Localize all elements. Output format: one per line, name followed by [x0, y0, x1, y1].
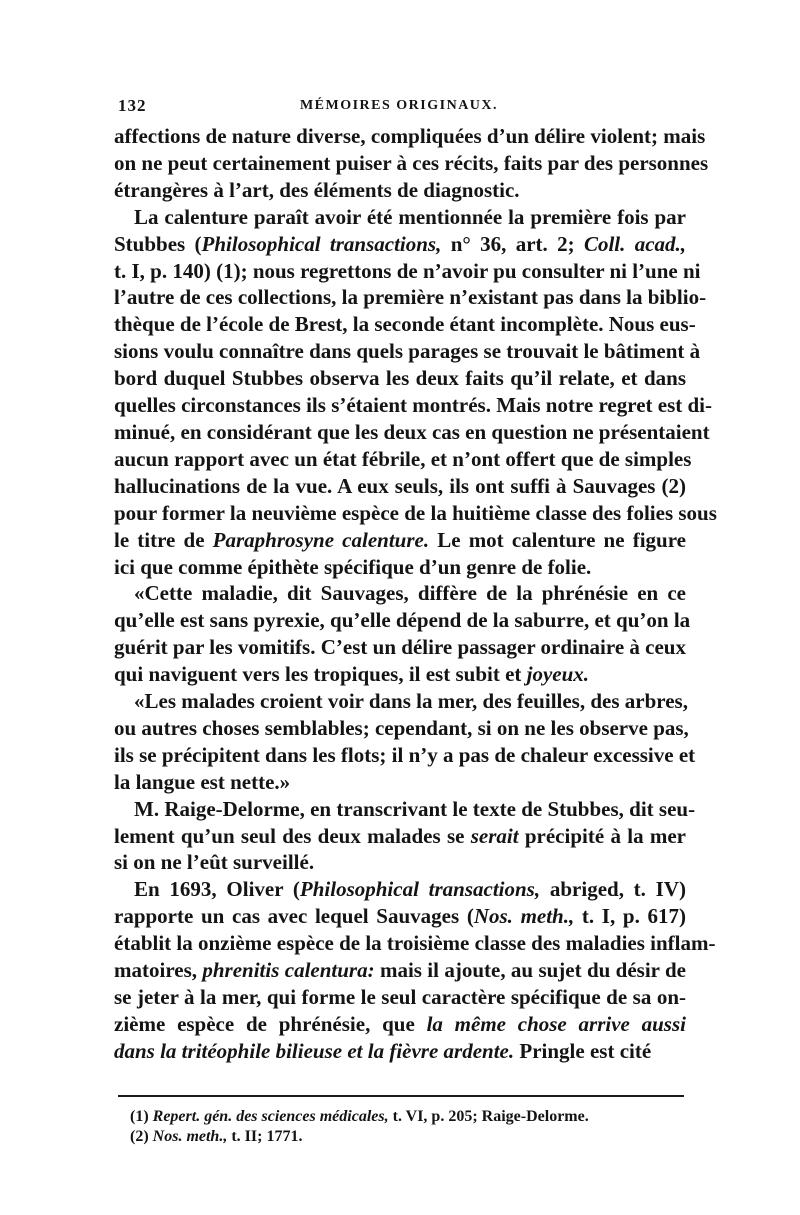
text-run: ils se précipitent dans les flots; il n’y a pas de chaleur excessive et [114, 742, 696, 767]
text-run: aucun rapport avec un état fébrile, et n’ont offert que de simples [114, 446, 692, 471]
text-line [114, 177, 686, 204]
text-run: affections de nature diverse, compliquées d’un délire violent; mais [114, 124, 706, 148]
text-run: matoires, [114, 958, 203, 983]
text-run: la langue est nette.» [114, 769, 291, 794]
text-run: ou autres choses semblables; cependant, si on ne les observe pas, [114, 715, 689, 740]
text-run: établit la onzième espèce de la troisième classe des maladies inflam- [114, 931, 716, 956]
text-run: (1) [130, 1108, 153, 1125]
text-run: quelles circonstances ils s’étaient montrés. Mais notre regret est di- [114, 393, 712, 418]
text-run: (2) [130, 1128, 153, 1145]
text-line [114, 715, 689, 742]
text-line [114, 123, 706, 150]
paragraph [114, 796, 696, 877]
text-line [114, 607, 691, 634]
text-line [114, 500, 717, 527]
footnote-rule [118, 1095, 684, 1097]
text-line [114, 634, 686, 661]
text-line [114, 473, 686, 500]
text-line [114, 930, 716, 957]
paragraph [114, 580, 691, 688]
text-line [114, 150, 709, 177]
text-run: se jeter à la mer, qui forme le seul caractère spécifique de sa on- [114, 985, 686, 1009]
text-line [114, 742, 696, 769]
running-title: MÉMOIRES ORIGINAUX. [299, 98, 499, 113]
italic-text: Repert. gén. des sciences médicales, [152, 1108, 389, 1125]
italic-text: Paraphrosyne calenture. [212, 527, 430, 552]
text-line [114, 876, 686, 903]
text-run: t. II; 1771. [227, 1128, 303, 1145]
text-line [114, 1038, 686, 1065]
text-run: on ne peut certainement puiser à ces récits, faits par des personnes [114, 150, 709, 175]
italic-text: Nos. meth., [152, 1128, 228, 1145]
text-line [114, 231, 686, 258]
text-run: La calenture paraît avoir été mentionnée la première fois par [134, 204, 686, 229]
text-run: sions voulu connaître dans quels parages se trouvait le bâtiment à [114, 339, 701, 364]
italic-text: dans la tritéophile bilieuse et la fièvre ardente. [114, 1038, 515, 1063]
text-line [114, 446, 692, 473]
text-line [114, 311, 696, 338]
text-run: pour former la neuvième espèce de la huitième classe des folies sous [114, 500, 717, 525]
text-line [114, 258, 701, 285]
text-line [114, 419, 710, 446]
italic-text: Philosophical transactions, [299, 877, 541, 902]
text-line [114, 849, 686, 876]
text-line [114, 688, 686, 715]
italic-text: Coll. acad., [583, 231, 687, 256]
text-run: bord duquel Stubbes observa les deux faits qu’il relate, et dans [114, 366, 686, 391]
italic-text: la même chose arrive aussi [426, 1011, 686, 1036]
text-run: «Cette maladie, dit Sauvages, diffère de la phrénésie en ce [134, 581, 686, 606]
text-run: précipité à la mer [518, 823, 687, 848]
text-run: Pringle est cité [514, 1038, 652, 1063]
running-head [112, 96, 686, 122]
text-run: En 1693, Oliver ( [134, 877, 300, 902]
text-line [114, 661, 686, 688]
text-run: M. Raige-Delorme, en transcrivant le texte de Stubbes, dit seu- [134, 796, 696, 821]
paragraph [114, 204, 717, 581]
text-line [114, 284, 707, 311]
text-run: thèque de l’école de Brest, la seconde étant incomplète. Nous eus- [114, 312, 696, 337]
text-line [114, 984, 686, 1011]
text-run: n° 36, art. 2; [441, 231, 584, 256]
text-run: étrangères à l’art, des éléments de diagnostic. [114, 177, 520, 202]
text-run: t. VI, p. 205; Raige-Delorme. [388, 1108, 589, 1125]
text-line [114, 769, 686, 796]
text-line [114, 554, 686, 581]
page-number: 132 [118, 96, 147, 115]
text-run: «Les malades croient voir dans la mer, des feuilles, des arbres, [134, 689, 688, 714]
footnotes [130, 1107, 670, 1147]
text-run: zième espèce de phrénésie, que [114, 1011, 427, 1036]
italic-text: Philosophical transactions, [201, 231, 442, 256]
text-line [114, 903, 686, 930]
text-run: mais il ajoute, au sujet du désir de [374, 958, 686, 983]
text-run: rapporte un cas avec lequel Sauvages ( [114, 904, 474, 929]
text-line [114, 957, 686, 984]
text-run: Le mot calenture ne figure [429, 527, 686, 552]
italic-text: serait [470, 823, 519, 848]
body-text [114, 123, 717, 1065]
italic-text: Nos. meth., [473, 904, 575, 929]
text-line [114, 527, 686, 554]
text-line [114, 823, 686, 850]
footnote [130, 1107, 670, 1127]
text-run: l’autre de ces collections, la première n’existant pas dans la biblio- [114, 285, 707, 310]
text-line [114, 580, 686, 607]
text-run: qui naviguent vers les tropiques, il est subit et [114, 662, 527, 687]
text-run: guérit par les vomitifs. C’est un délire passager ordinaire à ceux [114, 635, 686, 660]
text-run: minué, en considérant que les deux cas en question ne présentaient [114, 419, 710, 444]
text-line [114, 204, 686, 231]
text-run: Stubbes ( [114, 231, 202, 256]
text-run: si on ne l’eût surveillé. [114, 850, 315, 875]
text-run: t. I, p. 140) (1); nous regrettons de n’avoir pu consulter ni l’une ni [114, 258, 701, 283]
italic-text: phrenitis calentura: [202, 958, 375, 983]
italic-text: joyeux. [526, 662, 590, 687]
text-line [114, 1011, 686, 1038]
paragraph [114, 123, 709, 204]
text-line [114, 365, 686, 392]
text-run: t. I, p. 617) [574, 904, 686, 929]
text-run: qu’elle est sans pyrexie, qu’elle dépend de la saburre, et qu’on la [114, 608, 691, 633]
text-run: hallucinations de la vue. A eux seuls, ils ont suffi à Sauvages (2) [114, 473, 686, 498]
text-line [114, 338, 701, 365]
text-line [114, 796, 696, 823]
paragraph [114, 688, 696, 796]
text-run: ici que comme épithète spécifique d’un genre de folie. [114, 554, 592, 579]
text-line [114, 392, 712, 419]
paragraph [114, 876, 716, 1064]
footnote [130, 1127, 670, 1147]
text-run: abriged, t. IV) [540, 877, 686, 902]
text-run: lement qu’un seul des deux malades se [114, 823, 471, 848]
text-run: le titre de [114, 527, 213, 552]
